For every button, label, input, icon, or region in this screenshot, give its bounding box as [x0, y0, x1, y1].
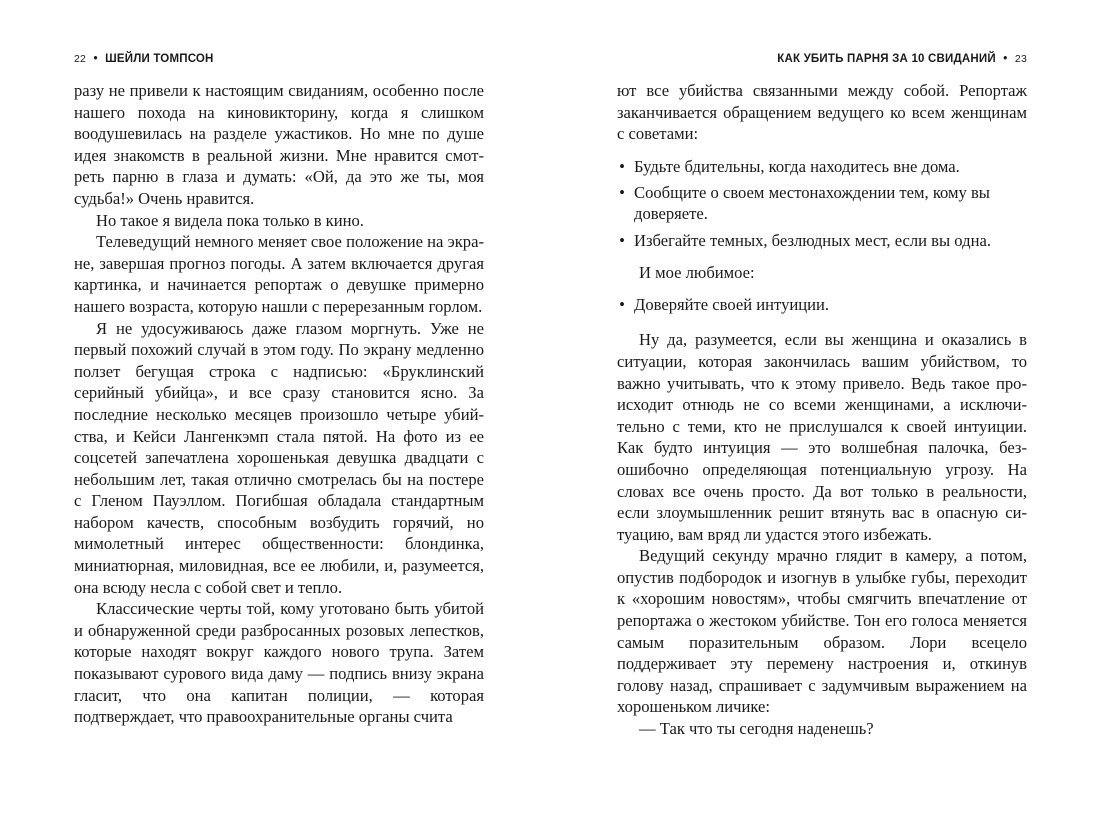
- bullet-icon: •: [619, 295, 625, 315]
- left-page-text: [74, 80, 484, 728]
- list-item-text: Доверяйте своей интуиции.: [634, 295, 830, 315]
- bullet-icon: •: [619, 230, 625, 250]
- favorite-list: [617, 294, 1027, 316]
- right-page-text: [617, 80, 1027, 740]
- list-item: [617, 230, 1027, 252]
- author-name: ШЕЙЛИ ТОМПСОН: [105, 53, 214, 65]
- paragraph: Я не удосуживаюсь даже глазом моргнуть. Уже не первый похожий случай в этом году. По экрану медленно ползет бегущая строка с надписью: «Бруклинский серийный убийца», и все сразу становится ясно. За последние несколько месяцев произошло четыре убийства, и Кейси Лангенкэмп стала пятой. На фото из ее соцсетей запечатлена хорошенькая девушка двадцати с небольшим лет, такая отлично смотрелась бы на постере с Гленом Пауэллом. Погибшая обладала стандартным набором качеств, способным возбудить горячий, но мимолетный интерес общественности: блондинка, миниатюрная, миловидная, все ее любили, и, разумеется, она всюду несла с собой свет и тепло.: [74, 318, 484, 597]
- dialogue-line: — Так что ты сегодня наденешь?: [639, 719, 874, 739]
- paragraph: ют все убийства связанными между собой. Репортаж заканчивается обращением ведущего ко всем женщинам с советами:: [617, 81, 1027, 144]
- page-number-right: 23: [1014, 53, 1027, 65]
- paragraph: Ведущий секунду мрачно глядит в камеру, а потом, опустив подбородок и изогнув в улыбке губы, переходит к «хорошим новостям», чтобы смягчить впечатление от репортажа о жестоком убийстве. Тон его голоса меняется самым поразительным образом. Лори всецело поддерживает эту перемену настроения и, откинув голову назад, спрашивает с задумчивым выражением на хорошеньком личике:: [617, 546, 1027, 717]
- bullet-icon: •: [619, 156, 625, 176]
- list-item-text: Сообщите о своем местонахождении тем, кому вы доверяете.: [634, 182, 990, 224]
- paragraph: Телеведущий немного меняет свое положение на экране, завершая прогноз погоды. А затем включается другая картинка, и начинается репортаж о девушке примерно нашего возраста, которую нашли с перерезанным горлом.: [74, 232, 484, 316]
- list-item-text: Будьте бдительны, когда находитесь вне дома.: [634, 156, 960, 176]
- list-item: [617, 182, 1027, 225]
- running-header-right: [617, 53, 1027, 69]
- book-title: КАК УБИТЬ ПАРНЯ ЗА 10 СВИДАНИЙ: [777, 53, 996, 65]
- bullet-icon: •: [619, 182, 625, 202]
- page-number-left: 22: [74, 53, 87, 65]
- paragraph: Ну да, разумеется, если вы женщина и оказались в ситуации, которая закончилась вашим убийством, то важно учитывать, что к этому привело. Ведь такое происходит отнюдь не со всеми женщинами, а исключительно с теми, кто не прислушался к своей интуиции. Как будто интуиция — это волшебная палочка, безошибочно определяющая потенциальную угрозу. На словах все очень просто. Да вот только в реальности, если злоумышленник решит втянуть вас в опасную ситуацию, вам вряд ли удастся этого избежать.: [617, 330, 1027, 544]
- paragraph: Но такое я видела пока только в кино.: [96, 210, 364, 230]
- paragraph: разу не привели к настоящим свиданиям, особенно после нашего похода на киновикторину, когда я слишком воодушевилась на разделе ужастиков. Но мне по душе идея знакомств в реальной жизни. Мне нравится смотреть парню в глаза и думать: «Ой, да это же ты, моя судьба!» Очень нравится.: [74, 81, 484, 208]
- paragraph: Классические черты той, кому уготовано быть убитой и обнаруженной среди разбросанных розовых лепестков, которые находят вокруг каждого нового трупа. Затем показывают сурового вида даму — подпись внизу экрана гласит, что она капитан полиции, — которая подтверждает, что правоохранительные органы счита: [74, 599, 484, 727]
- list-item: [617, 294, 1027, 316]
- advice-list: [617, 156, 1027, 251]
- header-separator-right: •: [1003, 53, 1008, 65]
- list-item: [617, 156, 1027, 178]
- list-item-text: Избегайте темных, безлюдных мест, если вы одна.: [634, 230, 991, 250]
- paragraph: И мое любимое:: [639, 262, 755, 282]
- header-separator-left: •: [93, 53, 98, 65]
- running-header-left: [74, 53, 484, 69]
